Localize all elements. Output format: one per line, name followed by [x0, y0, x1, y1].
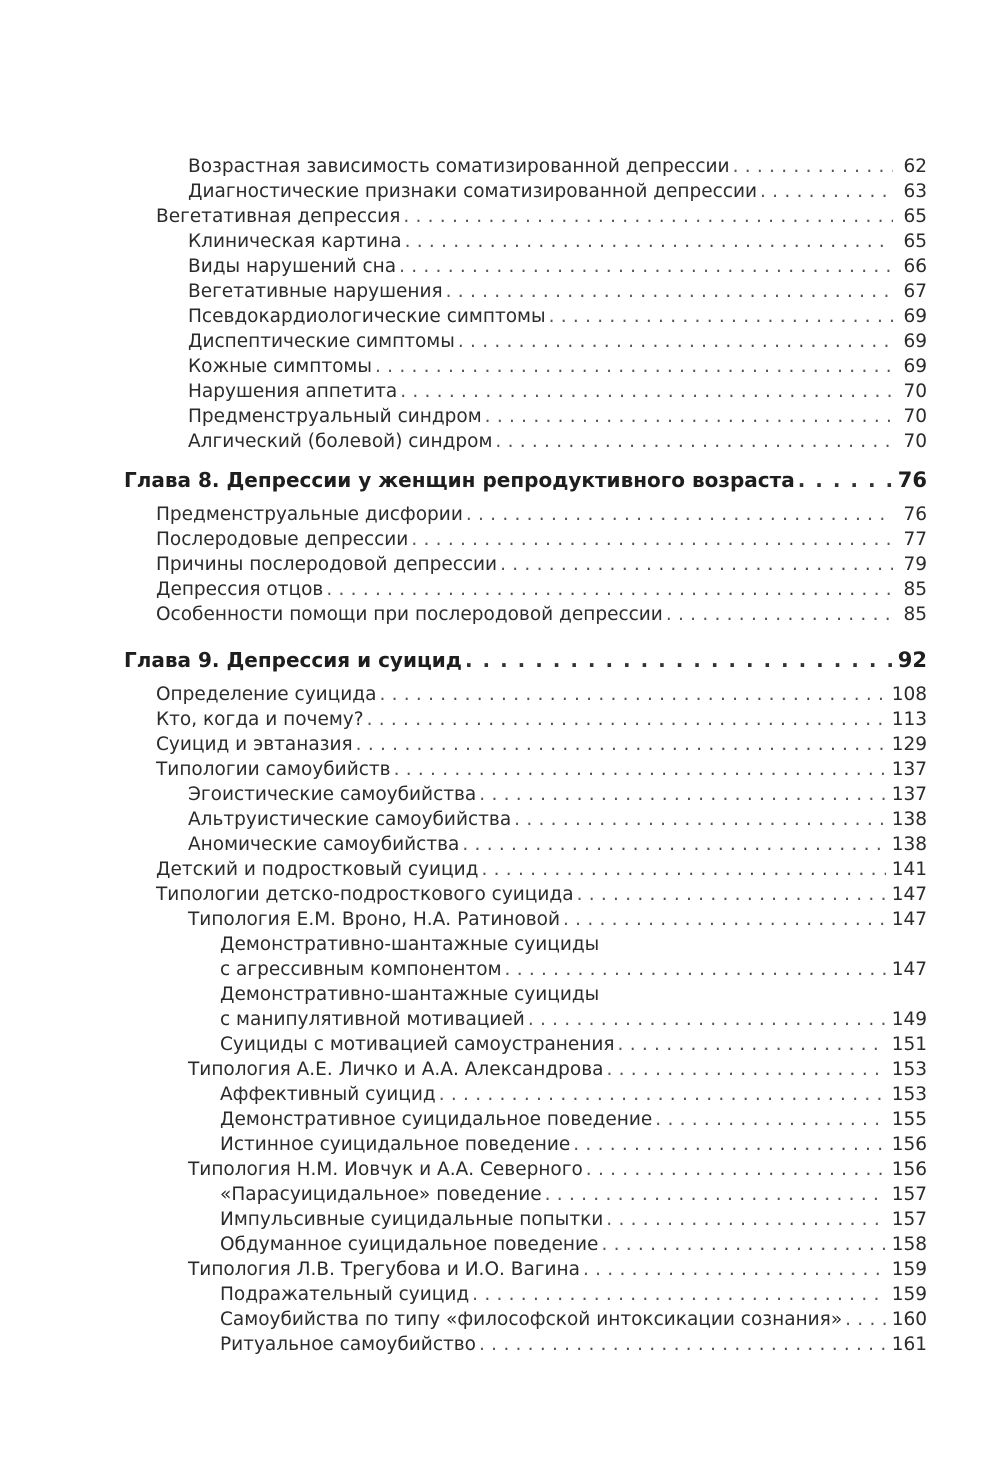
toc-entry: [188, 405, 927, 429]
toc-entry-title: Типологии детско-подросткового суицида: [156, 884, 574, 905]
toc-page-number: 69: [903, 356, 927, 377]
toc-entry: [156, 683, 927, 707]
toc-entry-title: Альтруистические самоубийства: [188, 809, 512, 830]
dot-leader: [485, 405, 893, 429]
toc-entry: [188, 1158, 927, 1182]
toc-entry: [156, 528, 927, 552]
toc-entry: [188, 280, 927, 304]
dot-leader: [375, 355, 893, 379]
toc-page-number: 157: [891, 1184, 927, 1205]
toc-entry-title: Алгический (болевой) синдром: [188, 431, 493, 452]
toc-entry: [188, 430, 927, 454]
toc-page-number: 129: [891, 734, 927, 755]
toc-entry-title: Типология А.Е. Личко и А.А. Александрова: [188, 1059, 604, 1080]
toc-entry-title: Аномические самоубийства: [188, 834, 460, 855]
dot-leader: [481, 858, 885, 882]
toc-page-number: 147: [891, 884, 927, 905]
toc-entry-title: Глава 8. Депрессии у женщин репродуктивного возраста: [124, 468, 795, 492]
toc-page-number: 92: [897, 648, 927, 672]
toc-entry: [156, 883, 927, 907]
toc-entry-title: Истинное суицидальное поведение: [220, 1134, 571, 1155]
toc-page-number: 153: [891, 1084, 927, 1105]
toc-entry-title: Вегетативная депрессия: [156, 206, 401, 227]
toc-entry: [220, 933, 627, 957]
toc-entry-title: Нарушения аппетита: [188, 381, 398, 402]
dot-leader: [479, 1333, 886, 1357]
toc-entry: [220, 1233, 927, 1257]
dot-leader: [573, 1133, 885, 1157]
toc-page-number: 69: [903, 331, 927, 352]
toc-page-number: 161: [891, 1334, 927, 1355]
toc-entry: [188, 1258, 927, 1282]
toc-page-number: 79: [903, 554, 927, 575]
toc-entry: [220, 1133, 927, 1157]
toc-entry-title: Самоубийства по типу «философской интоксикации сознания»: [220, 1309, 843, 1330]
toc-entry-title: Типология Е.М. Вроно, Н.А. Ратиновой: [188, 909, 561, 930]
toc-entry: [220, 1108, 927, 1132]
toc-entry: [156, 578, 927, 602]
dot-leader: [399, 255, 893, 279]
toc-entry: [156, 758, 927, 782]
toc-page-number: 153: [891, 1059, 927, 1080]
toc-entry-title: Суицид и эвтаназия: [156, 734, 353, 755]
toc-entry-title: Вегетативные нарушения: [188, 281, 443, 302]
toc-entry: [188, 833, 927, 857]
toc-entry: [156, 708, 927, 732]
toc-entry-title: Обдуманное суицидальное поведение: [220, 1234, 599, 1255]
dot-leader: [733, 155, 893, 179]
toc-entry: [156, 603, 927, 627]
dot-leader: [466, 503, 893, 527]
dot-leader: [798, 468, 892, 492]
toc-entry-title: Глава 9. Депрессия и суицид: [124, 648, 462, 672]
toc-entry: [156, 503, 927, 527]
toc-entry-title: Подражательный суицид: [220, 1284, 470, 1305]
toc-entry-title: Депрессия отцов: [156, 579, 324, 600]
toc-entry: [220, 1308, 927, 1332]
toc-chapter: [124, 468, 927, 492]
toc-entry-title: Особенности помощи при послеродовой депрессии: [156, 604, 663, 625]
toc-page-number: 138: [891, 809, 927, 830]
toc-entry-title: с агрессивным компонентом: [220, 959, 502, 980]
dot-leader: [606, 1058, 885, 1082]
toc-entry: [220, 958, 927, 982]
toc-entry: [188, 783, 927, 807]
dot-leader: [472, 1283, 886, 1307]
dot-leader: [446, 280, 893, 304]
toc-entry: [188, 380, 927, 404]
toc-entry-title: Виды нарушений сна: [188, 256, 397, 277]
toc-chapter: [124, 648, 927, 672]
toc-entry: [220, 1033, 927, 1057]
toc-page-number: 65: [903, 206, 927, 227]
dot-leader: [400, 380, 893, 404]
toc-entry-title: Кожные симптомы: [188, 356, 372, 377]
toc-entry-title: Ритуальное самоубийство: [220, 1334, 477, 1355]
dot-leader: [655, 1108, 885, 1132]
toc-page-number: 76: [897, 468, 927, 492]
dot-leader: [577, 883, 886, 907]
toc-entry-title: Предменструальные дисфории: [156, 504, 463, 525]
dot-leader: [845, 1308, 886, 1332]
toc-page-number: 70: [903, 431, 927, 452]
dot-leader: [479, 783, 885, 807]
toc-entry: [188, 908, 927, 932]
toc-page-number: 63: [903, 181, 927, 202]
dot-leader: [356, 733, 886, 757]
toc-entry-title: Возрастная зависимость соматизированной депрессии: [188, 156, 730, 177]
dot-leader: [394, 758, 886, 782]
dot-leader: [760, 180, 893, 204]
toc-page-number: 156: [891, 1134, 927, 1155]
toc-entry-title: Демонстративное суицидальное поведение: [220, 1109, 653, 1130]
dot-leader: [545, 1183, 886, 1207]
toc-page-number: 147: [891, 959, 927, 980]
toc-entry: [220, 1083, 927, 1107]
toc-entry: [220, 983, 627, 1007]
toc-entry-title: Причины послеродовой депрессии: [156, 554, 498, 575]
toc-entry: [188, 255, 927, 279]
toc-page-number: 159: [891, 1259, 927, 1280]
toc-page-number: 108: [891, 684, 927, 705]
toc-entry-title: Псевдокардиологические симптомы: [188, 306, 546, 327]
dot-leader: [666, 603, 893, 627]
toc-entry-title: Типология Л.В. Трегубова и И.О. Вагина: [188, 1259, 580, 1280]
toc-entry-title: Суициды с мотивацией самоустранения: [220, 1034, 615, 1055]
toc-entry: [220, 1208, 927, 1232]
dot-leader: [411, 528, 893, 552]
toc-page-number: 157: [891, 1209, 927, 1230]
toc-entry-title: «Парасуицидальное» поведение: [220, 1184, 542, 1205]
dot-leader: [465, 648, 892, 672]
dot-leader: [500, 553, 893, 577]
toc-entry: [188, 355, 927, 379]
toc-entry-title: Демонстративно-шантажные суициды: [220, 934, 600, 955]
toc-page-number: 141: [891, 859, 927, 880]
toc-entry: [220, 1008, 927, 1032]
toc-entry: [156, 733, 927, 757]
toc-entry: [188, 330, 927, 354]
toc-page-number: 70: [903, 406, 927, 427]
toc-entry-title: Типология Н.М. Иовчук и А.А. Северного: [188, 1159, 583, 1180]
toc-page-number: 137: [891, 759, 927, 780]
toc-entry: [188, 305, 927, 329]
toc-page-number: 85: [903, 604, 927, 625]
toc-entry-title: Аффективный суицид: [220, 1084, 436, 1105]
toc-page-number: 76: [903, 504, 927, 525]
toc-entry-title: Демонстративно-шантажные суициды: [220, 984, 600, 1005]
dot-leader: [618, 1033, 886, 1057]
toc-entry: [188, 180, 927, 204]
toc-entry: [188, 808, 927, 832]
toc-entry: [156, 205, 927, 229]
toc-page-number: 151: [891, 1034, 927, 1055]
dot-leader: [439, 1083, 886, 1107]
toc-entry-title: Детский и подростковый суицид: [156, 859, 479, 880]
toc-entry-title: Предменструальный синдром: [188, 406, 482, 427]
toc-entry-title: Типологии самоубийств: [156, 759, 391, 780]
dot-leader: [528, 1008, 886, 1032]
toc-page-number: 149: [891, 1009, 927, 1030]
toc-entry: [188, 230, 927, 254]
toc-page-number: 65: [903, 231, 927, 252]
toc-page-number: 113: [891, 709, 927, 730]
toc-page-number: 138: [891, 834, 927, 855]
toc-page-number: 85: [903, 579, 927, 600]
dot-leader: [367, 708, 886, 732]
toc-page-number: 77: [903, 529, 927, 550]
toc-page-number: 160: [891, 1309, 927, 1330]
toc-page-number: 137: [891, 784, 927, 805]
dot-leader: [549, 305, 893, 329]
dot-leader: [326, 578, 893, 602]
dot-leader: [458, 330, 893, 354]
toc-page-number: 70: [903, 381, 927, 402]
toc-entry: [220, 1333, 927, 1357]
dot-leader: [495, 430, 893, 454]
toc-entry-title: Кто, когда и почему?: [156, 709, 364, 730]
toc-entry-title: Импульсивные суицидальные попытки: [220, 1209, 604, 1230]
dot-leader: [405, 230, 893, 254]
dot-leader: [462, 833, 885, 857]
toc-entry: [188, 1058, 927, 1082]
toc-entry-title: Клиническая картина: [188, 231, 402, 252]
toc-entry: [188, 155, 927, 179]
toc-entry-title: Определение суицида: [156, 684, 377, 705]
toc-page-number: 147: [891, 909, 927, 930]
toc-page-number: 62: [903, 156, 927, 177]
toc-page-number: 156: [891, 1159, 927, 1180]
toc-entry: [220, 1283, 927, 1307]
toc-entry-title: Эгоистические самоубийства: [188, 784, 477, 805]
toc-page-number: 69: [903, 306, 927, 327]
toc-entry-title: Диагностические признаки соматизированной депрессии: [188, 181, 758, 202]
toc-entry: [156, 553, 927, 577]
toc-page-number: 66: [903, 256, 927, 277]
dot-leader: [505, 958, 886, 982]
toc-page-number: 159: [891, 1284, 927, 1305]
dot-leader: [606, 1208, 885, 1232]
dot-leader: [379, 683, 885, 707]
toc-entry-title: Послеродовые депрессии: [156, 529, 409, 550]
toc-entry: [220, 1183, 927, 1207]
dot-leader: [586, 1158, 886, 1182]
toc-entry: [156, 858, 927, 882]
dot-leader: [563, 908, 886, 932]
toc-entry-title: с манипулятивной мотивацией: [220, 1009, 525, 1030]
dot-leader: [403, 205, 893, 229]
toc-entry-title: Диспептические симптомы: [188, 331, 455, 352]
dot-leader: [583, 1258, 886, 1282]
toc-page-number: 67: [903, 281, 927, 302]
dot-leader: [601, 1233, 885, 1257]
dot-leader: [514, 808, 886, 832]
toc-page-number: 158: [891, 1234, 927, 1255]
toc-page-number: 155: [891, 1109, 927, 1130]
